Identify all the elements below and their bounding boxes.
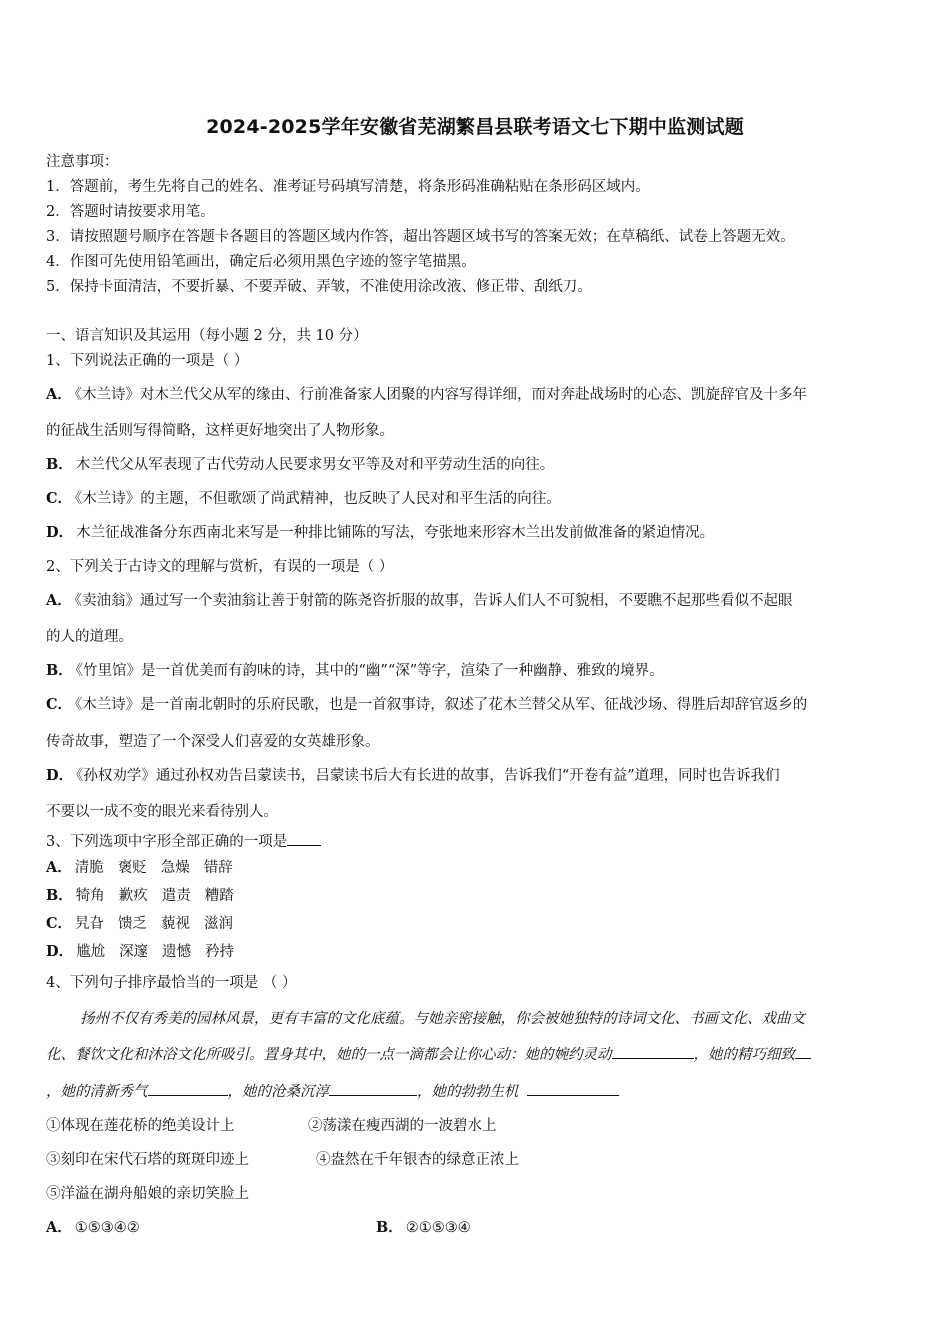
notice-item: 4．作图可先使用铅笔画出，确定后必须用黑色字迹的签字笔描黑。 <box>46 254 476 270</box>
option-text: 《卖油翁》通过写一个卖油翁让善于射箭的陈尧咨折服的故事，告诉人们人不可貌相，不要瞧不起那些看似不起眼 <box>74 593 793 609</box>
q2-option-a-cont: 的人的道理。 <box>46 629 133 645</box>
q4-stem: 4、下列句子排序最恰当的一项是 （ ） <box>46 975 297 991</box>
q2-option-a <box>46 591 908 611</box>
word: 遗憾 <box>162 944 192 960</box>
passage-text: ，她的清新秀气 <box>46 1084 148 1100</box>
word: 急燥 <box>160 860 190 876</box>
word: 深邃 <box>119 944 149 960</box>
q4-option-a <box>46 1218 140 1238</box>
option-text: 木兰代父从军表现了古代劳动人民要求男女平等及对和平劳动生活的向往。 <box>75 457 555 473</box>
q3-option-b <box>46 886 908 906</box>
notice-heading: 注意事项： <box>46 154 119 170</box>
q4-item: ⑤洋溢在湖舟船娘的亲切笑脸上 <box>46 1186 249 1202</box>
q4-item: ②荡漾在瘦西湖的一波碧水上 <box>308 1118 497 1134</box>
q3-option-d <box>46 942 908 962</box>
q2-option-b <box>46 661 908 681</box>
word: 褒贬 <box>117 860 147 876</box>
notice-item: 2．答题时请按要求用笔。 <box>46 204 215 220</box>
word: 滋润 <box>204 916 234 932</box>
q2-option-d <box>46 766 908 786</box>
q4-passage: 扬州不仅有秀美的园林风景，更有丰富的文化底蕴。与她亲密接触，你会被她独特的诗词文化、书画文化、戏曲文 <box>80 1011 805 1027</box>
passage-text: 化、餐饮文化和沐浴文化所吸引。置身其中，她的一点一滴都会让你心动：她的婉约灵动 <box>46 1047 612 1063</box>
passage-text: ，她的勃勃生机 <box>417 1084 519 1100</box>
q4-item: ③刻印在宋代石塔的斑斑印迹上 <box>46 1152 249 1168</box>
option-label: D． <box>46 524 74 541</box>
passage-text: ，她的精巧细致 <box>693 1047 795 1063</box>
q3-option-a <box>46 858 908 878</box>
word: 遣责 <box>161 888 191 904</box>
q2-option-c-cont: 传奇故事，塑造了一个深受人们喜爱的女英雄形象。 <box>46 734 380 750</box>
word: 藐视 <box>161 916 191 932</box>
answer-blank <box>329 1083 417 1096</box>
answer-blank <box>148 1083 228 1096</box>
option-text: ①⑤③④② <box>74 1220 140 1236</box>
answer-blank <box>527 1083 619 1096</box>
q1-option-a <box>46 385 908 405</box>
q3-stem <box>46 832 908 852</box>
word: 矜持 <box>205 944 235 960</box>
word: 犄角 <box>75 888 105 904</box>
option-label: C． <box>46 696 73 713</box>
q2-option-c <box>46 695 908 715</box>
option-label: B． <box>46 456 73 473</box>
word: 旯旮 <box>75 916 105 932</box>
passage-text: ，她的沧桑沉淳 <box>227 1084 329 1100</box>
answer-blank <box>795 1046 811 1059</box>
q1-option-c <box>46 489 908 509</box>
option-label: D． <box>46 943 74 960</box>
word: 馈乏 <box>118 916 148 932</box>
q4-passage-cont <box>46 1082 908 1102</box>
q3-option-c <box>46 914 908 934</box>
option-label: B． <box>46 887 73 904</box>
word: 错辞 <box>203 860 233 876</box>
option-label: A． <box>46 386 72 403</box>
answer-blank <box>612 1046 694 1059</box>
q4-item: ④盎然在千年银杏的绿意正浓上 <box>316 1152 519 1168</box>
option-text: 《木兰诗》的主题，不但歌颂了尚武精神，也反映了人民对和平生活的向往。 <box>75 491 561 507</box>
q1-option-d <box>46 523 908 543</box>
q3-stem-text: 3、下列选项中字形全部正确的一项是 <box>46 834 288 850</box>
q1-option-a-cont: 的征战生活则写得简略，这样更好地突出了人物形象。 <box>46 423 394 439</box>
option-text: 木兰征战准备分东西南北来写是一种排比铺陈的写法，夸张地来形容木兰出发前做准备的紧迫情况。 <box>76 525 715 541</box>
answer-blank <box>287 833 321 846</box>
option-text: 《木兰诗》对木兰代父从军的缘由、行前准备家人团聚的内容写得详细，而对奔赴战场时的心态、凯旋辞官及十多年 <box>74 387 808 403</box>
word: 尴尬 <box>76 944 106 960</box>
notice-item: 1．答题前，考生先将自己的姓名、准考证号码填写清楚，将条形码准确粘贴在条形码区域内。 <box>46 179 650 195</box>
q2-stem: 2、下列关于古诗文的理解与赏析，有误的一项是（ ） <box>46 559 394 575</box>
option-text: 《木兰诗》是一首南北朝时的乐府民歌，也是一首叙事诗，叙述了花木兰替父从军、征战沙场、得胜后却辞官返乡的 <box>75 697 808 713</box>
word: 糟踏 <box>204 888 234 904</box>
option-label: B． <box>376 1219 403 1236</box>
q1-option-b <box>46 455 908 475</box>
q4-passage-cont <box>46 1045 908 1065</box>
q1-stem: 1、下列说法正确的一项是（ ） <box>46 353 249 369</box>
option-label: B． <box>46 662 73 679</box>
page-title: 2024-2025学年安徽省芜湖繁昌县联考语文七下期中监测试题 <box>206 116 744 138</box>
option-text: ②①⑤③④ <box>405 1220 471 1236</box>
option-text: 《竹里馆》是一首优美而有韵味的诗，其中的“幽”“深”等字，渲染了一种幽静、雅致的境界。 <box>75 663 664 679</box>
notice-item: 5．保持卡面清洁，不要折暴、不要弄破、弄皱，不准使用涂改液、修正带、刮纸刀。 <box>46 279 592 295</box>
option-label: C． <box>46 490 73 507</box>
q4-option-b <box>376 1218 471 1238</box>
option-label: D． <box>46 767 74 784</box>
word: 歉疚 <box>118 888 148 904</box>
option-text: 《孙权劝学》通过孙权劝告吕蒙读书，吕蒙读书后大有长进的故事，告诉我们“开卷有益”道理，同时也告诉我们 <box>76 768 780 784</box>
notice-item: 3．请按照题号顺序在答题卡各题目的答题区域内作答，超出答题区域书写的答案无效；在草稿纸、试卷上答题无效。 <box>46 229 795 245</box>
q4-item: ①体现在莲花桥的绝美设计上 <box>46 1118 235 1134</box>
option-label: A． <box>46 592 72 609</box>
option-label: C． <box>46 915 73 932</box>
option-label: A． <box>46 1219 72 1236</box>
q2-option-d-cont: 不要以一成不变的眼光来看待别人。 <box>46 804 278 820</box>
section-heading: 一、语言知识及其运用（每小题 2 分，共 10 分） <box>46 328 368 344</box>
word: 清脆 <box>74 860 104 876</box>
option-label: A． <box>46 859 72 876</box>
